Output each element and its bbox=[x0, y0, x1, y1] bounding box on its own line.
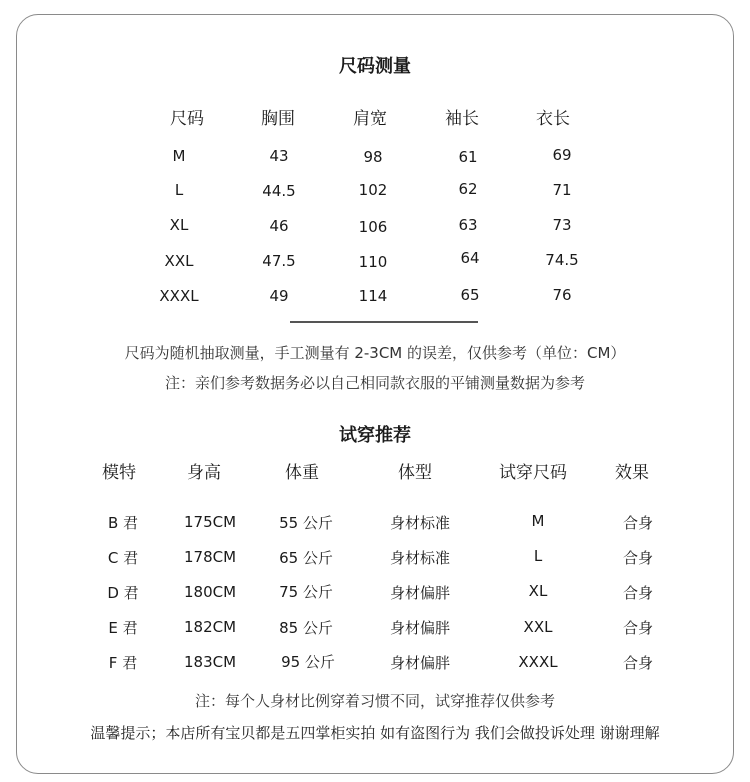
tryon-cell: XL bbox=[528, 582, 548, 600]
size-cell: 49 bbox=[269, 287, 289, 305]
tryon-cell: 55 公斤 bbox=[279, 514, 333, 532]
size-cell: 47.5 bbox=[262, 252, 296, 270]
size-header-length: 衣长 bbox=[536, 109, 570, 129]
size-cell: XXL bbox=[164, 252, 194, 270]
tryon-header-model: 模特 bbox=[102, 463, 136, 483]
size-header-shoulder: 肩宽 bbox=[353, 109, 387, 129]
tryon-cell: 身材偏胖 bbox=[389, 619, 451, 637]
tryon-cell: 175CM bbox=[183, 513, 237, 531]
size-note-reference: 注：亲们参考数据务必以自己相同款衣服的平铺测量数据为参考 bbox=[164, 374, 585, 392]
size-cell: 114 bbox=[358, 287, 388, 305]
size-cell: 69 bbox=[552, 146, 572, 164]
footer-notice: 温馨提示；本店所有宝贝都是五四掌柜实拍 如有盗图行为 我们会做投诉处理 谢谢理解 bbox=[90, 724, 660, 742]
size-cell: 43 bbox=[269, 147, 289, 165]
size-section-title: 尺码测量 bbox=[339, 56, 411, 77]
tryon-header-weight: 体重 bbox=[285, 463, 319, 483]
size-header-sleeve: 袖长 bbox=[445, 109, 479, 129]
size-cell: L bbox=[174, 181, 184, 199]
size-cell: 65 bbox=[460, 286, 480, 304]
size-cell: XXXL bbox=[159, 287, 199, 305]
size-cell: M bbox=[172, 147, 186, 165]
tryon-header-body-type: 体型 bbox=[398, 463, 432, 483]
tryon-cell: D 君 bbox=[107, 584, 139, 602]
size-header-size: 尺码 bbox=[170, 109, 204, 129]
tryon-cell: 身材标准 bbox=[389, 514, 451, 532]
divider bbox=[290, 321, 478, 323]
size-cell: 76 bbox=[552, 286, 572, 304]
tryon-cell: 85 公斤 bbox=[279, 619, 333, 637]
tryon-cell: E 君 bbox=[108, 619, 138, 637]
tryon-cell: 合身 bbox=[622, 619, 654, 637]
size-cell: XL bbox=[169, 216, 189, 234]
tryon-cell: 身材标准 bbox=[389, 549, 451, 567]
size-cell: 106 bbox=[358, 218, 388, 236]
size-cell: 61 bbox=[458, 148, 478, 166]
tryon-cell: 182CM bbox=[183, 618, 237, 636]
size-cell: 71 bbox=[552, 181, 572, 199]
size-cell: 74.5 bbox=[545, 251, 579, 269]
size-header-chest: 胸围 bbox=[261, 109, 295, 129]
size-cell: 46 bbox=[269, 217, 289, 235]
tryon-cell: 合身 bbox=[622, 549, 654, 567]
tryon-cell: 合身 bbox=[622, 514, 654, 532]
tryon-cell: B 君 bbox=[107, 514, 139, 532]
tryon-header-height: 身高 bbox=[187, 463, 221, 483]
size-note-error: 尺码为随机抽取测量，手工测量有 2-3CM 的误差，仅供参考（单位：CM） bbox=[124, 344, 626, 362]
tryon-cell: F 君 bbox=[108, 654, 138, 672]
tryon-section-title: 试穿推荐 bbox=[339, 425, 411, 446]
tryon-cell: 178CM bbox=[183, 548, 237, 566]
tryon-cell: XXL bbox=[523, 618, 553, 636]
tryon-note: 注：每个人身材比例穿着习惯不同，试穿推荐仅供参考 bbox=[194, 692, 555, 710]
size-cell: 98 bbox=[363, 148, 383, 166]
size-cell: 44.5 bbox=[262, 182, 296, 200]
size-cell: 62 bbox=[458, 180, 478, 198]
size-cell: 73 bbox=[552, 216, 572, 234]
tryon-cell: XXXL bbox=[518, 653, 558, 671]
tryon-cell: 合身 bbox=[622, 584, 654, 602]
tryon-cell: 身材偏胖 bbox=[389, 654, 451, 672]
tryon-cell: M bbox=[531, 512, 545, 530]
tryon-header-fit: 效果 bbox=[615, 463, 649, 483]
tryon-cell: 183CM bbox=[183, 653, 237, 671]
size-cell: 64 bbox=[460, 249, 480, 267]
tryon-header-tried-size: 试穿尺码 bbox=[499, 463, 567, 483]
tryon-cell: C 君 bbox=[107, 549, 139, 567]
size-cell: 110 bbox=[358, 253, 388, 271]
tryon-cell: 75 公斤 bbox=[279, 583, 333, 601]
size-cell: 63 bbox=[458, 216, 478, 234]
tryon-cell: 95 公斤 bbox=[281, 653, 335, 671]
tryon-cell: L bbox=[533, 547, 543, 565]
tryon-cell: 身材偏胖 bbox=[389, 584, 451, 602]
tryon-cell: 180CM bbox=[183, 583, 237, 601]
tryon-cell: 65 公斤 bbox=[279, 549, 333, 567]
size-cell: 102 bbox=[358, 181, 388, 199]
tryon-cell: 合身 bbox=[622, 654, 654, 672]
